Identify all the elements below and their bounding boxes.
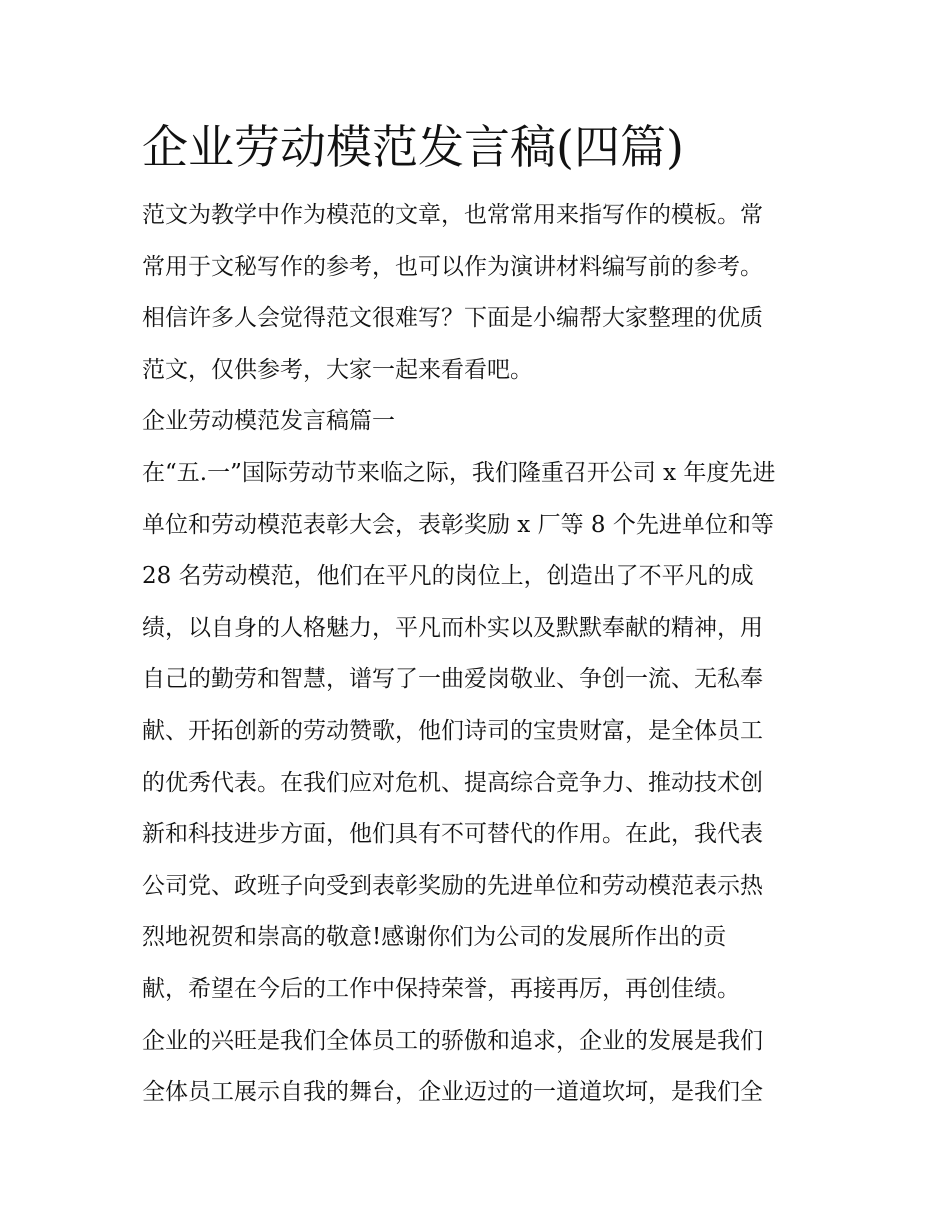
body-line: 企业的兴旺是我们全体员工的骄傲和追求，企业的发展是我们: [142, 1027, 763, 1054]
body-line: 相信许多人会觉得范文很难写？下面是小编帮大家整理的优质: [142, 305, 763, 332]
body-line: 公司党、政班子向受到表彰奖励的先进单位和劳动模范表示热: [142, 872, 763, 899]
section-heading: 企业劳动模范发言稿篇一: [142, 408, 395, 435]
body-line: 献，希望在今后的工作中保持荣誉，再接再厉，再创佳绩。: [142, 975, 740, 1002]
body-line: 全体员工展示自我的舞台，企业迈过的一道道坎坷，是我们全: [142, 1079, 763, 1106]
body-line: 献、开拓创新的劳动赞歌，他们诗司的宝贵财富，是全体员工: [142, 717, 763, 744]
body-line: 的优秀代表。在我们应对危机、提高综合竞争力、推动技术创: [142, 769, 763, 796]
document-title: 企业劳动模范发言稿(四篇): [142, 120, 684, 174]
body-line: 常用于文秘写作的参考，也可以作为演讲材料编写前的参考。: [142, 253, 763, 280]
document-body: [142, 190, 822, 1119]
body-line: 在“五.一”国际劳动节来临之际，我们隆重召开公司 x 年度先进: [142, 459, 776, 486]
document-page: [142, 108, 822, 1119]
body-line: 绩，以自身的人格魅力，平凡而朴实以及默默奉献的精神，用: [142, 614, 763, 641]
body-line: 范文，仅供参考，大家一起来看看吧。: [142, 356, 533, 383]
body-line: 28 名劳动模范，他们在平凡的岗位上，创造出了不平凡的成: [142, 563, 754, 590]
body-line: 范文为教学中作为模范的文章，也常常用来指写作的模板。常: [142, 202, 763, 228]
body-line: 自己的勤劳和智慧，谱写了一曲爱岗敬业、争创一流、无私奉: [142, 666, 763, 693]
body-line: 单位和劳动模范表彰大会，表彰奖励 x 厂等 8 个先进单位和等: [142, 511, 774, 538]
body-line: 新和科技进步方面，他们具有不可替代的作用。在此，我代表: [142, 821, 763, 848]
body-line: 烈地祝贺和崇高的敬意!感谢你们为公司的发展所作出的贡: [142, 924, 727, 951]
